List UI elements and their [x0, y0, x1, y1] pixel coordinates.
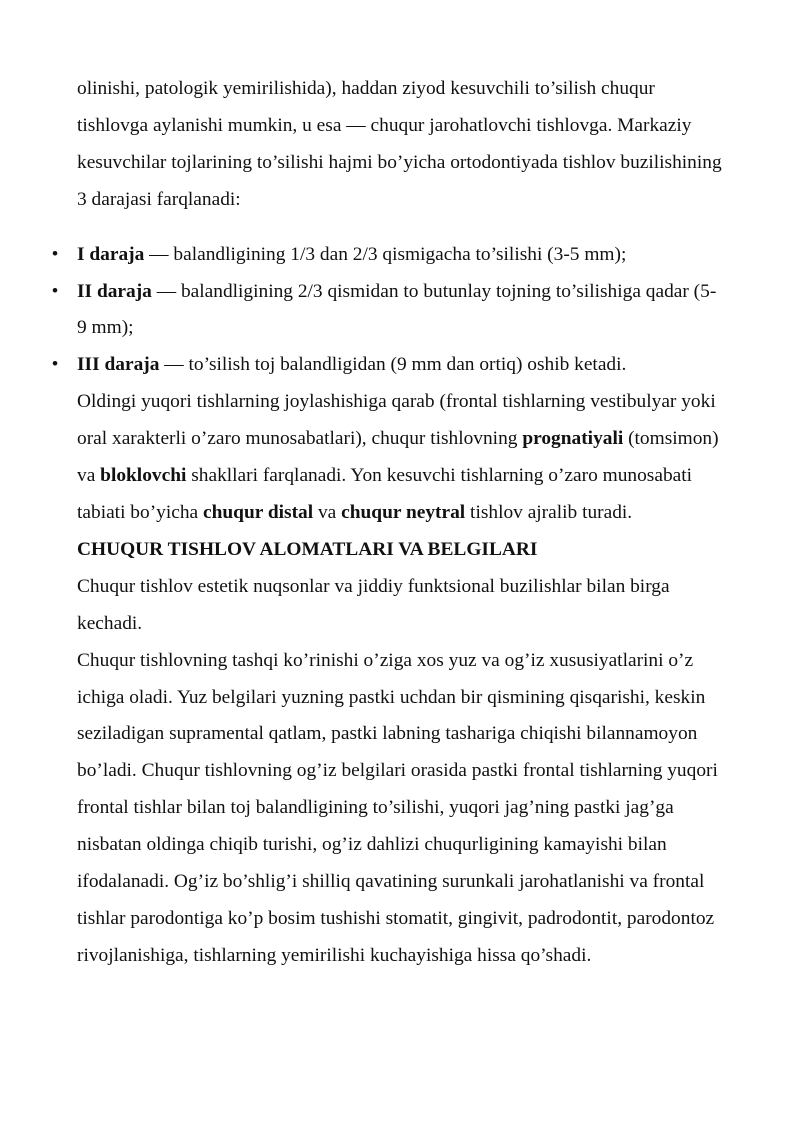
list-item-degree-2 [51, 274, 725, 348]
list-item-degree-3 [51, 347, 725, 384]
forms-paragraph [77, 384, 725, 532]
symptoms-intro-paragraph: Chuqur tishlov estetik nuqsonlar va jiddiy funktsional buzilishlar bilan birga kechadi. [77, 575, 670, 634]
bold-term: chuqur neytral [341, 501, 466, 523]
bold-term: bloklovchi [100, 465, 187, 487]
section-heading: CHUQUR TISHLOV ALOMATLARI VA BELGILARI [77, 538, 538, 560]
bullet-icon: • [51, 354, 59, 376]
bold-term: prognatiyali [522, 428, 624, 450]
degree-description: — balandligining 2/3 qismidan to butunlay tojning to’silishiga qadar (5-9 mm); [77, 280, 717, 339]
text-run: shakllari farqlanadi. Yon kesuvchi tishlarning o’zaro munosabati tabiati bo’yicha [77, 465, 693, 523]
bullet-icon: • [51, 243, 59, 265]
degree-term: III daraja [77, 354, 160, 376]
text-run: tishlov ajralib turadi. [465, 501, 633, 523]
text-run: (tomsimon) va [77, 428, 719, 487]
document-page [51, 71, 725, 975]
degree-description: — to’silish toj balandligidan (9 mm dan ortiq) oshib ketadi. [159, 354, 627, 376]
degree-list [51, 237, 725, 385]
bold-term: chuqur distal [203, 501, 314, 523]
degree-term: II daraja [77, 280, 152, 302]
bullet-icon: • [51, 280, 59, 302]
text-run: va [313, 501, 342, 523]
degree-description: — balandligining 1/3 dan 2/3 qismigacha to’silishi (3-5 mm); [144, 243, 627, 265]
intro-paragraph: olinishi, patologik yemirilishida), haddan ziyod kesuvchili to’silish chuqur tishlovga aylanishi mumkin, u esa — chuqur jarohatlovchi tishlovga. Markaziy kesuvchilar tojlarining to’silishi hajmi bo’yicha ortodontiyada tishlov buzilishining 3 darajasi farqlanadi: [77, 78, 722, 210]
text-run: Oldingi yuqori tishlarning joylashishiga qarab (frontal tishlarning vestibulyar yoki oral xarakterli o’zaro munosabatlari), chuqur tishlovning [77, 391, 716, 450]
degree-term: I daraja [77, 243, 145, 265]
list-item-degree-1 [51, 237, 725, 274]
symptoms-paragraph: Chuqur tishlovning tashqi ko’rinishi o’ziga xos yuz va og’iz xususiyatlarini o’z ichiga oladi. Yuz belgilari yuzning pastki uchdan bir qismining qisqarishi, keskin seziladigan supramental qatlam, pastki labning tashariga chiqishi bilannamoyon bo’ladi. Chuqur tishlovning og’iz belgilari orasida pastki frontal tishlarning yuqori frontal tishlar bilan toj balandligining to’silishi, yuqori jag’ning pastki jag’ga nisbatan oldinga chiqib turishi, og’iz dahlizi chuqurligining kamayishi bilan ifodalanadi. Og’iz bo’shlig’i shilliq qavatining surunkali jarohatlanishi va frontal tishlar parodontiga ko’p bosim tushishi stomatit, gingivit, padrodontit, parodontoz rivojlanishiga, tishlarning yemirilishi kuchayishiga hissa qo’shadi. [77, 649, 718, 966]
